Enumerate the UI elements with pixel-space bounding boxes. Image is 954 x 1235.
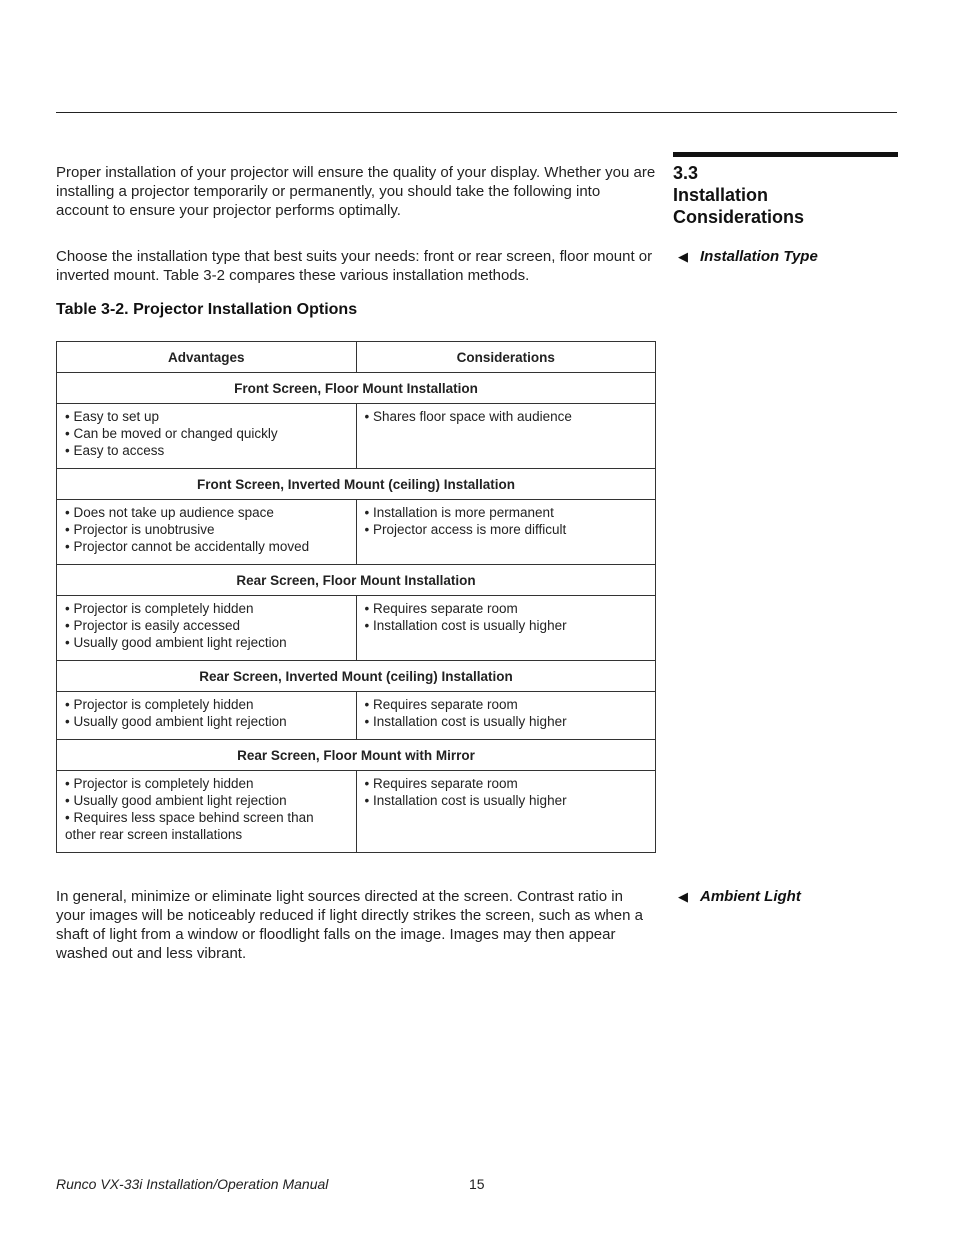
table-row bbox=[57, 771, 656, 853]
installation-options-table bbox=[56, 341, 656, 853]
section-rule bbox=[673, 152, 898, 157]
installation-type-paragraph: Choose the installation type that best suits your needs: front or rear screen, floor mount or inverted mount. Table 3-2 compares these various installation methods. bbox=[56, 248, 653, 284]
table-row bbox=[57, 500, 656, 565]
section-title-cell: Rear Screen, Inverted Mount (ceiling) Installation bbox=[57, 661, 656, 692]
list-item: • Can be moved or changed quickly bbox=[65, 426, 278, 441]
section-number: 3.3 bbox=[673, 163, 699, 183]
list-item: • Shares floor space with audience bbox=[364, 409, 572, 424]
list-item: • Usually good ambient light rejection bbox=[65, 635, 287, 650]
list-item: • Requires separate room bbox=[364, 697, 518, 712]
section-title-line2: Considerations bbox=[673, 207, 805, 227]
advantages-cell bbox=[57, 596, 357, 661]
list-item: • Requires separate room bbox=[364, 601, 518, 616]
list-item: • Projector cannot be accidentally moved bbox=[65, 539, 310, 554]
table-row bbox=[57, 596, 656, 661]
table-header-row bbox=[57, 342, 656, 373]
table-caption: Table 3-2. Projector Installation Options bbox=[56, 301, 358, 318]
footer-page-number: 15 bbox=[469, 1176, 485, 1192]
installation-type-label: ◀ Installation Type bbox=[678, 248, 818, 265]
section-title-cell: Rear Screen, Floor Mount Installation bbox=[57, 565, 656, 596]
table-section-row bbox=[57, 565, 656, 596]
header-rule bbox=[56, 112, 897, 113]
list-item: • Installation cost is usually higher bbox=[364, 618, 567, 633]
list-item: • Usually good ambient light rejection bbox=[65, 793, 287, 808]
list-item: • Projector is completely hidden bbox=[65, 601, 254, 616]
advantages-cell bbox=[57, 500, 357, 565]
table-row bbox=[57, 404, 656, 469]
list-item: • Installation cost is usually higher bbox=[364, 714, 567, 729]
section-title-line1: Installation bbox=[673, 185, 769, 205]
section-title-cell: Front Screen, Inverted Mount (ceiling) Installation bbox=[57, 469, 656, 500]
considerations-cell bbox=[356, 771, 656, 853]
list-item: • Projector is easily accessed bbox=[65, 618, 241, 633]
footer-manual-title: Runco VX-33i Installation/Operation Manual bbox=[56, 1176, 329, 1192]
section-title-cell: Front Screen, Floor Mount Installation bbox=[57, 373, 656, 404]
list-item: • Projector access is more difficult bbox=[364, 522, 567, 537]
advantages-cell bbox=[57, 771, 357, 853]
advantages-cell bbox=[57, 404, 357, 469]
list-item: • Installation is more permanent bbox=[364, 505, 554, 520]
table-section-row bbox=[57, 373, 656, 404]
list-item: • Does not take up audience space bbox=[65, 505, 274, 520]
list-item: • Installation cost is usually higher bbox=[364, 793, 567, 808]
section-title-cell: Rear Screen, Floor Mount with Mirror bbox=[57, 740, 656, 771]
arrow-left-icon: ◀ bbox=[678, 889, 688, 904]
list-item: • Easy to access bbox=[65, 443, 165, 458]
advantages-cell bbox=[57, 692, 357, 740]
table-section-row bbox=[57, 740, 656, 771]
intro-paragraph: Proper installation of your projector will ensure the quality of your display. Whether you are installing a projector temporarily or permanently, you should take the following into account to ensure your projector performs optimally. bbox=[56, 164, 656, 219]
table-section-row bbox=[57, 469, 656, 500]
considerations-cell bbox=[356, 404, 656, 469]
list-item: • Projector is unobtrusive bbox=[65, 522, 215, 537]
ambient-light-label: ◀ Ambient Light bbox=[678, 888, 801, 905]
list-item: • Projector is completely hidden bbox=[65, 697, 254, 712]
table-row bbox=[57, 692, 656, 740]
list-item: • Projector is completely hidden bbox=[65, 776, 254, 791]
table-section-row bbox=[57, 661, 656, 692]
column-header-considerations: Considerations bbox=[356, 342, 656, 373]
considerations-cell bbox=[356, 692, 656, 740]
list-item: • Easy to set up bbox=[65, 409, 160, 424]
list-item: • Requires less space behind screen than other rear screen installations bbox=[65, 810, 314, 842]
column-header-advantages: Advantages bbox=[57, 342, 357, 373]
list-item: • Usually good ambient light rejection bbox=[65, 714, 287, 729]
ambient-light-paragraph: In general, minimize or eliminate light sources directed at the screen. Contrast ratio in your images will be noticeably reduced if light directly strikes the screen, such as when a shaft of light from a window or floodlight falls on the image. Images may then appear washed out and less vibrant. bbox=[56, 888, 643, 962]
considerations-cell bbox=[356, 500, 656, 565]
section-heading bbox=[673, 162, 903, 228]
list-item: • Requires separate room bbox=[364, 776, 518, 791]
arrow-left-icon: ◀ bbox=[678, 249, 688, 264]
considerations-cell bbox=[356, 596, 656, 661]
